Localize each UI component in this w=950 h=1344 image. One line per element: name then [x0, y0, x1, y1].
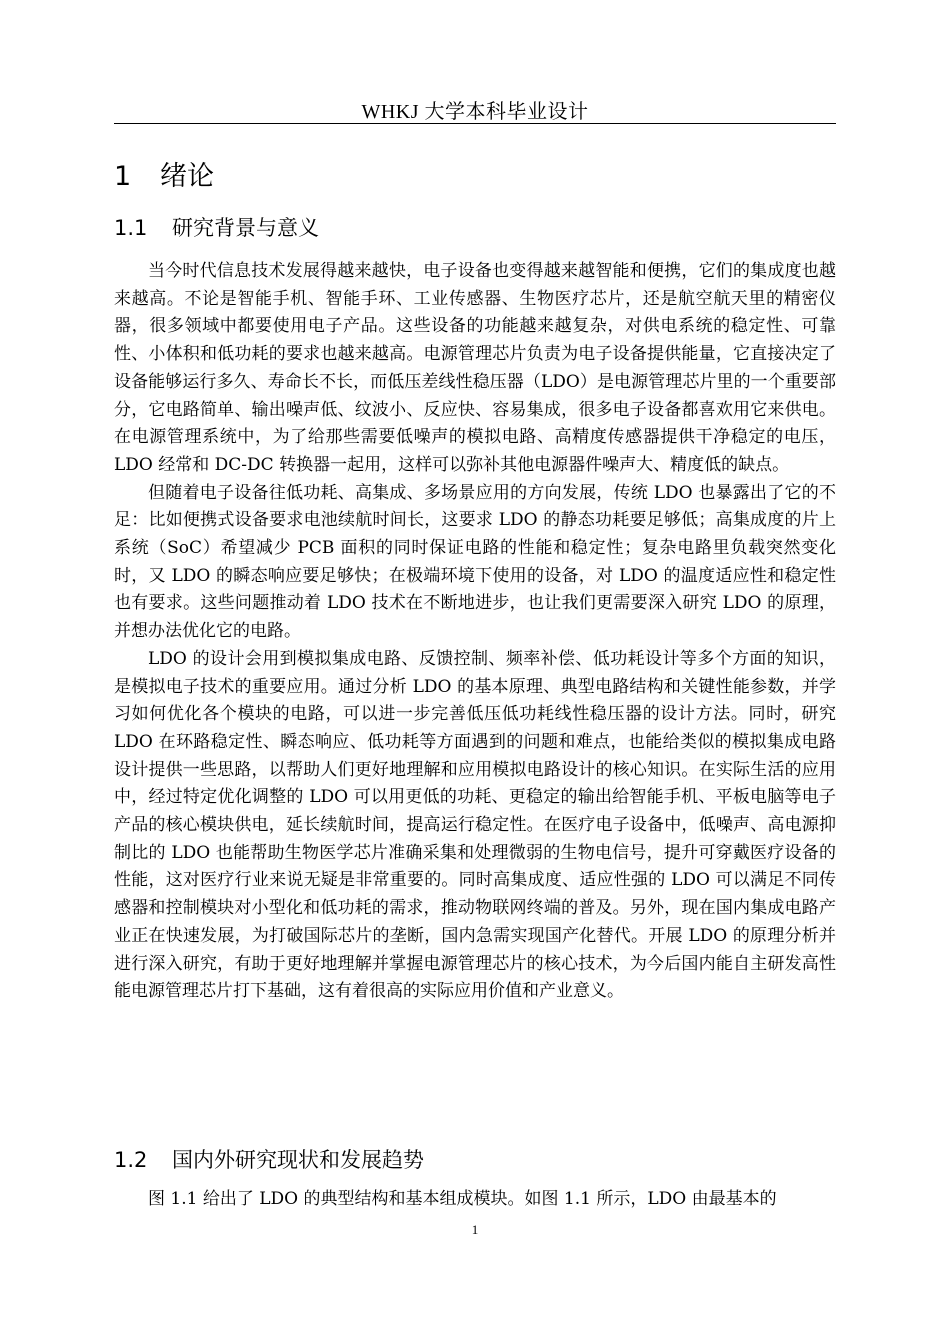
page-number: 1 [471, 1222, 479, 1237]
section-1-1-body [114, 258, 836, 1006]
section-title: 研究背景与意义 [172, 216, 319, 240]
paragraph: 但随着电子设备往低功耗、高集成、多场景应用的方向发展，传统 LDO 也暴露出了它的不足：比如便携式设备要求电池续航时间长，这要求 LDO 的静态功耗要足够低；高集成度的片上系统（SoC）希望减少 PCB 面积的同时保证电路的性能和稳定性；复杂电路里负载突然变化时，又 LDO 的瞬态响应要足够快；在极端环境下使用的设备，对 LDO 的温度适应性和稳定性也有要求。这些问题推动着 LDO 技术在不断地进步，也让我们更需要深入研究 LDO 的原理，并想办法优化它的电路。 [114, 482, 836, 642]
paragraph: 图 1.1 给出了 LDO 的典型结构和基本组成模块。如图 1.1 所示，LDO 由最基本的 [148, 1189, 777, 1209]
paragraph: LDO 的设计会用到模拟集成电路、反馈控制、频率补偿、低功耗设计等多个方面的知识，是模拟电子技术的重要应用。通过分析 LDO 的基本原理、典型电路结构和关键性能参数，并学习如何优化各个模块的电路，可以进一步完善低压低功耗线性稳压器的设计方法。同时，研究 LDO 在环路稳定性、瞬态响应、低功耗等方面遇到的问题和难点，也能给类似的模拟集成电路设计提供一些思路，以帮助人们更好地理解和应用模拟电路设计的核心知识。在实际生活的应用中，经过特定优化调整的 LDO 可以用更低的功耗、更稳定的输出给智能手机、平板电脑等电子产品的核心模块供电，延长续航时间，提高运行稳定性。在医疗电子设备中，低噪声、高电源抑制比的 LDO 也能帮助生物医学芯片准确采集和处理微弱的生物电信号，提升可穿戴医疗设备的性能，这对医疗行业来说无疑是非常重要的。同时高集成度、适应性强的 LDO 可以满足不同传感器和控制模块对小型化和低功耗的需求，推动物联网终端的普及。另外，现在国内集成电路产业正在快速发展，为打破国际芯片的垄断，国内急需实现国产化替代。开展 LDO 的原理分析并进行深入研究，有助于更好地理解并掌握电源管理芯片的核心技术，为今后国内能自主研发高性能电源管理芯片打下基础，这有着很高的实际应用价值和产业意义。 [114, 648, 836, 1002]
chapter-title: 绪论 [160, 161, 214, 192]
chapter-number: 1 [114, 161, 132, 192]
section-number: 1.1 [114, 216, 148, 240]
section-number: 1.2 [114, 1148, 148, 1172]
section-heading-1-1 [114, 212, 319, 242]
section-heading-1-2 [114, 1144, 424, 1174]
section-title: 国内外研究现状和发展趋势 [172, 1148, 424, 1172]
section-1-2-body [114, 1186, 836, 1214]
chapter-heading [114, 154, 214, 193]
running-header: WHKJ 大学本科毕业设计 [361, 101, 589, 123]
paragraph: 当今时代信息技术发展得越来越快，电子设备也变得越来越智能和便携，它们的集成度也越来越高。不论是智能手机、智能手环、工业传感器、生物医疗芯片，还是航空航天里的精密仪器，很多领域中都要使用电子产品。这些设备的功能越来越复杂，对供电系统的稳定性、可靠性、小体积和低功耗的要求也越来越高。电源管理芯片负责为电子设备提供能量，它直接决定了设备能够运行多久、寿命长不长，而低压差线性稳压器（LDO）是电源管理芯片里的一个重要部分，它电路简单、输出噪声低、纹波小、反应快、容易集成，很多电子设备都喜欢用它来供电。在电源管理系统中，为了给那些需要低噪声的模拟电路、高精度传感器提供干净稳定的电压，LDO 经常和 DC-DC 转换器一起用，这样可以弥补其他电源器件噪声大、精度低的缺点。 [114, 261, 836, 475]
header-rule [114, 123, 836, 124]
